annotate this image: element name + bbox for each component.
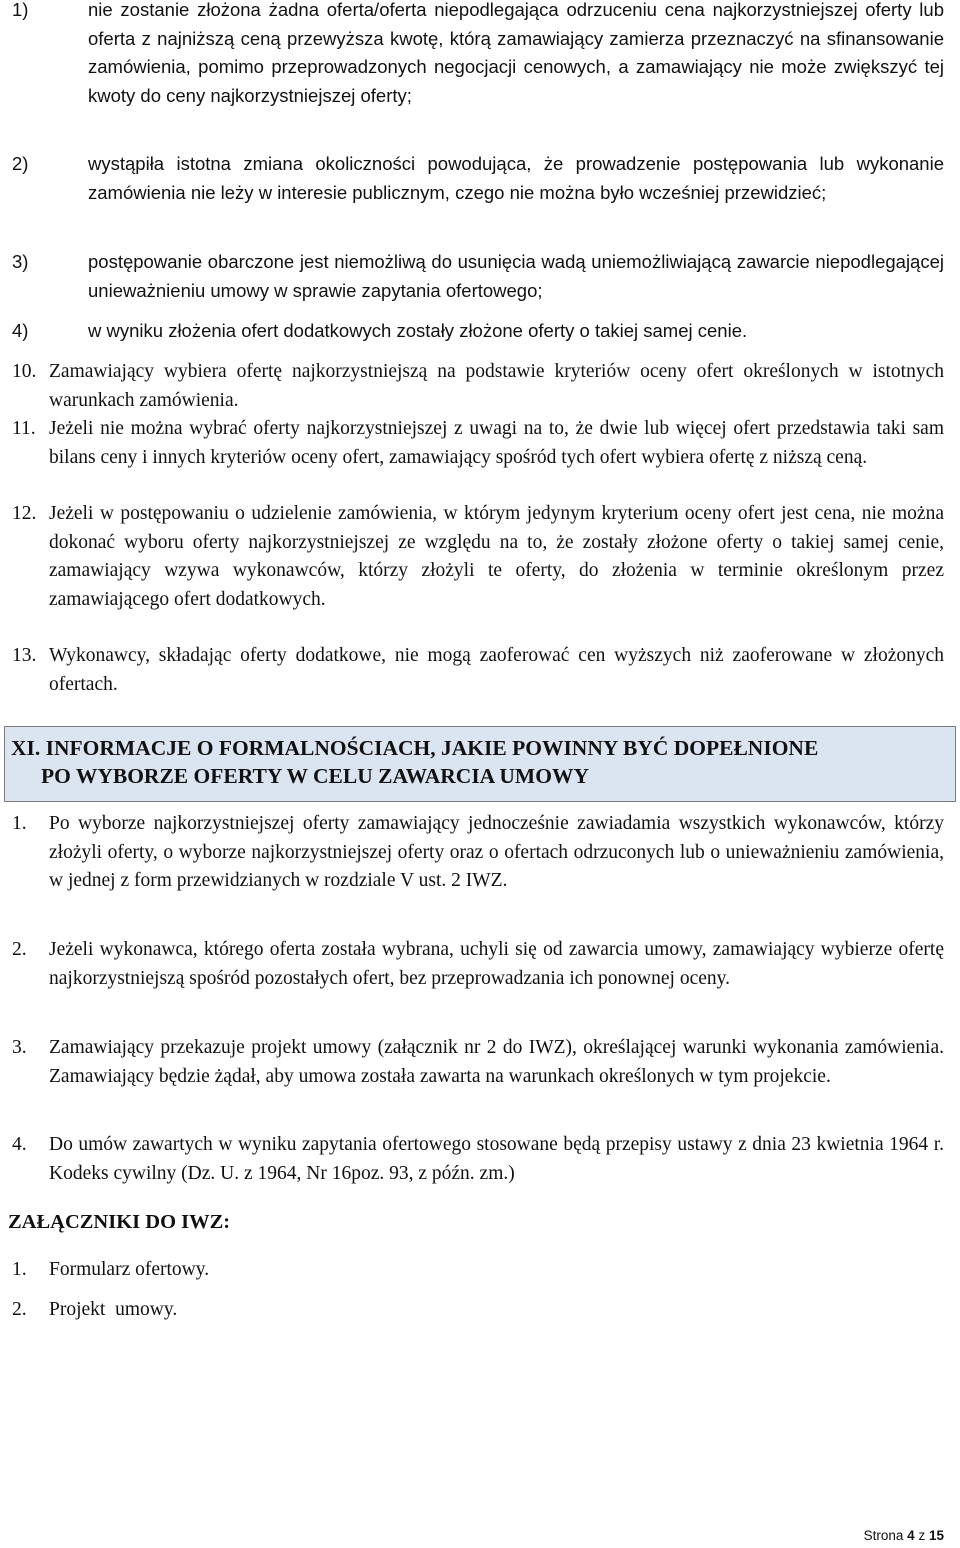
numbered-paragraph — [12, 1131, 944, 1188]
list-item-number: 4) — [12, 320, 29, 341]
list-item-text: nie zostanie złożona żadna oferta/oferta niepodlegająca odrzuceniu cena najkorzystniejszej oferty lub oferta z najniższą ceną przewyższa kwotę, którą zamawiający zamierza przeznaczyć na sfinansowanie zamówienia, pomimo przeprowadzonych negocjacji cenowych, a zamawiający nie może zwiększyć tej kwoty do ceny najkorzystniejszej oferty; — [88, 0, 944, 106]
list-item-text: postępowanie obarczone jest niemożliwą do usunięcia wadą uniemożliwiającą zawarcie niepodlegającej unieważnieniu umowy w sprawie zapytania ofertowego; — [88, 251, 944, 301]
list-item-number: 3) — [12, 251, 29, 272]
paragraph-number: 1. — [12, 813, 27, 834]
attachment-item — [12, 1256, 944, 1285]
paragraph-number: 12. — [12, 503, 37, 524]
paragraph-number: 11. — [12, 418, 36, 439]
section-heading-box — [4, 726, 956, 802]
paragraph-number: 3. — [12, 1037, 27, 1058]
list-item — [12, 150, 944, 207]
paragraph-text: Jeżeli w postępowaniu o udzielenie zamówienia, w którym jedynym kryterium oceny ofert jest cena, nie można dokonać wyboru oferty najkorzystniejszej ze względu na to, że zostały złożone oferty o takiej samej cenie, zamawiający wzywa wykonawców, którzy złożyli te oferty, do złożenia w terminie określonym przez zamawiającego ofert dodatkowych. — [49, 503, 944, 610]
paragraph-number: 2. — [12, 939, 27, 960]
numbered-paragraph — [12, 936, 944, 993]
attachment-text: Formularz ofertowy. — [49, 1259, 210, 1280]
section-heading-line-1: XI. INFORMACJE O FORMALNOŚCIACH, JAKIE POWINNY BYĆ DOPEŁNIONE — [11, 736, 819, 760]
paragraph-text: Wykonawcy, składając oferty dodatkowe, nie mogą zaoferować cen wyższych niż zaoferowane w złożonych ofertach. — [49, 645, 944, 695]
list-item-text: w wyniku złożenia ofert dodatkowych zostały złożone oferty o takiej samej cenie. — [88, 320, 748, 341]
list-item — [12, 0, 944, 110]
attachment-number: 2. — [12, 1299, 27, 1320]
numbered-paragraph — [12, 500, 944, 614]
list-item — [12, 317, 944, 346]
attachment-item — [12, 1296, 944, 1325]
paragraph-text: Zamawiający przekazuje projekt umowy (załącznik nr 2 do IWZ), określającej warunki wykonania zamówienia. Zamawiający będzie żądał, aby umowa została zawarta na warunkach określonych w tym projekcie. — [49, 1037, 944, 1087]
paragraph-text: Do umów zawartych w wyniku zapytania ofertowego stosowane będą przepisy ustawy z dnia 23 kwietnia 1964 r. Kodeks cywilny (Dz. U. z 1964, Nr 16poz. 93, z późn. zm.) — [49, 1134, 944, 1184]
list-item-number: 1) — [12, 0, 29, 20]
numbered-paragraph — [12, 358, 944, 415]
numbered-paragraph — [12, 1034, 944, 1091]
page-separator: z — [918, 1528, 926, 1543]
list-item-number: 2) — [12, 153, 29, 174]
attachment-number: 1. — [12, 1259, 27, 1280]
total-pages: 15 — [928, 1528, 944, 1543]
attachments-heading: ZAŁĄCZNIKI DO IWZ: — [8, 1211, 231, 1233]
attachment-text: Projekt umowy. — [49, 1299, 178, 1320]
list-item-text: wystąpiła istotna zmiana okoliczności powodująca, że prowadzenie postępowania lub wykonanie zamówienia nie leży w interesie publicznym, czego nie można było wcześniej przewidzieć; — [88, 153, 944, 203]
numbered-paragraph — [12, 415, 944, 472]
paragraph-number: 10. — [12, 361, 37, 382]
numbered-paragraph — [12, 642, 944, 699]
paragraph-text: Zamawiający wybiera ofertę najkorzystniejszą na podstawie kryteriów oceny ofert określonych w istotnych warunkach zamówienia. — [49, 361, 944, 411]
numbered-paragraph — [12, 810, 944, 896]
paragraph-number: 13. — [12, 645, 37, 666]
current-page: 4 — [907, 1528, 915, 1543]
section-heading-line-2: PO WYBORZE OFERTY W CELU ZAWARCIA UMOWY — [41, 764, 589, 788]
page-label: Strona — [863, 1528, 904, 1543]
paragraph-text: Jeżeli wykonawca, którego oferta została wybrana, uchyli się od zawarcia umowy, zamawiający wybierze ofertę najkorzystniejszą spośród pozostałych ofert, bez przeprowadzania ich ponownej oceny. — [49, 939, 944, 989]
paragraph-text: Jeżeli nie można wybrać oferty najkorzystniejszej z uwagi na to, że dwie lub więcej ofert przedstawia taki sam bilans ceny i innych kryteriów oceny ofert, zamawiający spośród tych ofert wybiera ofertę z niższą ceną. — [49, 418, 944, 468]
paragraph-number: 4. — [12, 1134, 27, 1155]
paragraph-text: Po wyborze najkorzystniejszej oferty zamawiający jednocześnie zawiadamia wszystkich wykonawców, którzy złożyli oferty, o wyborze najkorzystniejszej oferty oraz o ofertach odrzuconych lub o unieważnieniu zamówienia, w jednej z form przewidzianych w rozdziale V ust. 2 IWZ. — [49, 813, 944, 892]
list-item — [12, 248, 944, 305]
page-number-footer — [864, 1528, 944, 1544]
